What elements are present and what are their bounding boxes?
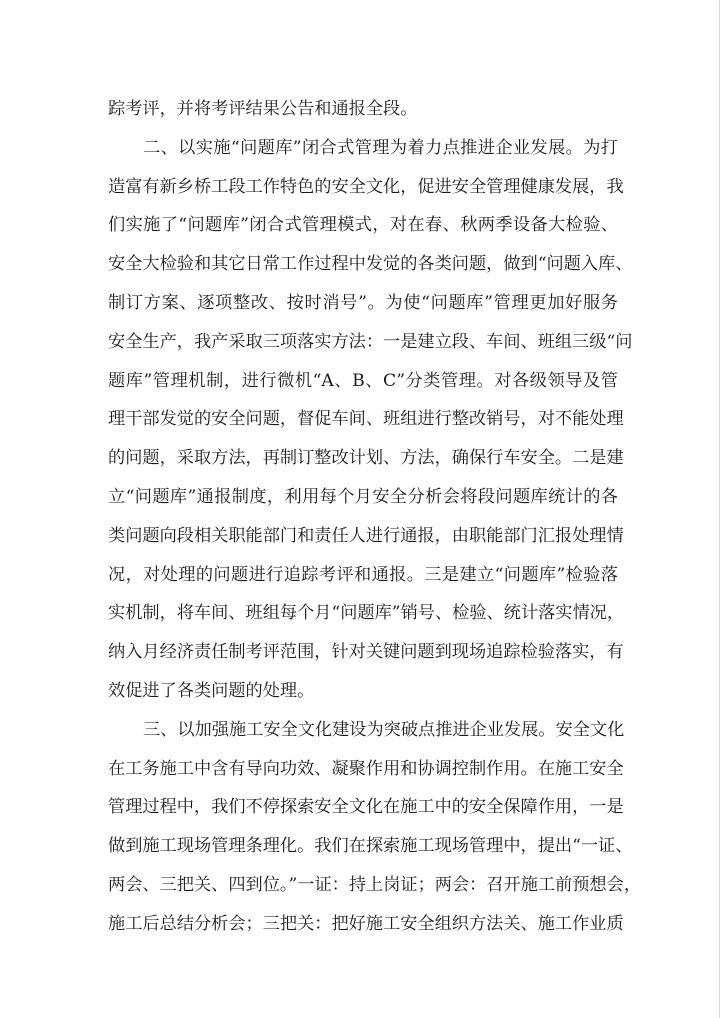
text-line: 立“问题库”通报制度，利用每个月安全分析会将段问题库统计的各 [108, 486, 618, 507]
text-line: 实机制，将车间、班组每个月“问题库”销号、检验、统计落实情况， [108, 603, 625, 624]
text-line: 安全生产，我产采取三项落实方法：一是建立段、车间、班组三级“问 [108, 331, 633, 352]
text-line: 两会、三把关、四到位。”一证：持上岗证；两会：召开施工前预想会， [108, 874, 642, 895]
text-line: 在工务施工中含有导向功效、凝聚作用和协调控制作用。在施工安全 [108, 758, 624, 779]
text-line: 三、以加强施工安全文化建设为突破点推进企业发展。安全文化 [143, 719, 625, 740]
text-line: 做到施工现场管理条理化。我们在探索施工现场管理中，提出“一证、 [108, 836, 633, 857]
text-line: 类问题向段相关职能部门和责任人进行通报，由职能部门汇报处理情 [108, 525, 624, 546]
text-line: 纳入月经济责任制考评范围，针对关键问题到现场追踪检验落实，有 [108, 642, 624, 663]
text-line: 制订方案、逐项整改、按时消号”。为使“问题库”管理更加好服务 [108, 292, 618, 313]
text-line: 理干部发觉的安全问题，督促车间、班组进行整改销号，对不能处理 [108, 409, 624, 430]
text-line: 效促进了各类问题的处理。 [108, 680, 315, 701]
text-line: 造富有新乡桥工段工作特色的安全文化，促进安全管理健康发展，我 [108, 176, 624, 197]
text-line: 的问题，采取方法，再制订整改计划、方法，确保行车安全。二是建 [108, 448, 624, 469]
text-line: 题库”管理机制，进行微机“A、B、C”分类管理。对各级领导及管 [108, 370, 618, 391]
text-line: 们实施了“问题库”闭合式管理模式，对在春、秋两季设备大检验、 [108, 215, 618, 236]
text-line: 况，对处理的问题进行追踪考评和通报。三是建立“问题库”检验落 [108, 564, 618, 585]
text-line: 踪考评，并将考评结果公告和通报全段。 [108, 99, 418, 119]
text-line: 安全大检验和其它日常工作过程中发觉的各类问题，做到“问题入库、 [108, 254, 633, 275]
text-line: 施工后总结分析会；三把关：把好施工安全组织方法关、施工作业质 [108, 913, 624, 934]
text-line: 管理过程中，我们不停探索安全文化在施工中的安全保障作用，一是 [108, 797, 624, 818]
text-line: 二、以实施“问题库”闭合式管理为着力点推进企业发展。为打 [143, 137, 618, 158]
body-text [108, 90, 642, 944]
